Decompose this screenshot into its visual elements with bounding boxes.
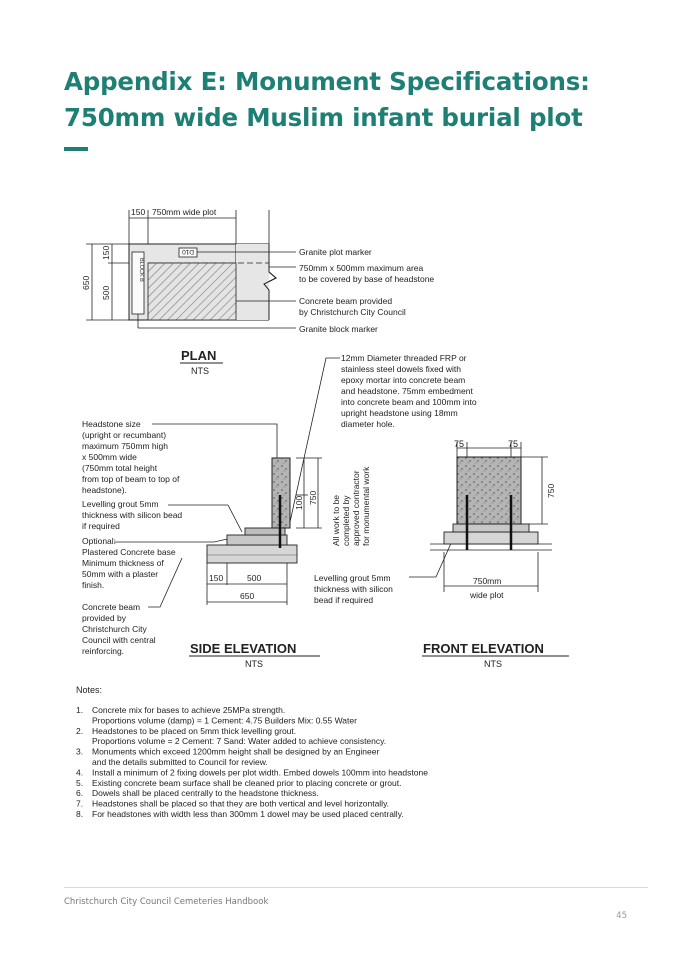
note-text: Monuments which exceed 1200mm height shall be designed by an Engineer [92, 746, 380, 757]
side-scale: NTS [245, 659, 263, 669]
front-plot-width-2: wide plot [470, 590, 504, 600]
dowel-note-line: into concrete beam and 100mm into [341, 397, 477, 407]
front-dim-75-right: 75 [508, 439, 519, 449]
side-heading: SIDE ELEVATION [190, 641, 297, 656]
side-dim-500: 500 [247, 573, 262, 583]
optional-note-line: Minimum thickness of [82, 558, 164, 568]
beam-note-line: Concrete beam [82, 602, 141, 612]
plan-scale: NTS [191, 366, 209, 376]
side-dim-750: 750 [308, 490, 318, 505]
dowel-note-line: epoxy mortar into concrete beam [341, 375, 466, 385]
dowel-note-line: stainless steel dowels fixed with [341, 364, 462, 374]
side-dim-100: 100 [294, 495, 304, 510]
front-heading: FRONT ELEVATION [423, 641, 544, 656]
plan-label-block-marker: Granite block marker [299, 324, 378, 334]
plan-dim-150: 150 [101, 245, 111, 260]
optional-note-line: Plastered Concrete base [82, 547, 176, 557]
note-text: Headstones to be placed on 5mm thick levelling grout. [92, 725, 297, 736]
beam-note-line: reinforcing. [82, 646, 125, 656]
headstone-note-line: (upright or recumbant) [82, 430, 167, 440]
note-number: 2. [76, 725, 84, 736]
headstone-note-line: x 500mm wide [82, 452, 137, 462]
front-scale: NTS [484, 659, 502, 669]
title-accent-rule [64, 147, 88, 151]
plan-block-label: BLOCK B [138, 258, 144, 282]
grout-note-right-line: bead if required [314, 595, 374, 605]
plan-label-area-1: 750mm x 500mm maximum area [299, 263, 424, 273]
page-title: Appendix E: Monument Specifications: 750mm wide Muslim infant burial plot [64, 67, 590, 132]
contractor-note-line: All work to be [331, 494, 341, 546]
note-number: 6. [76, 788, 84, 799]
plan-heading: PLAN [181, 348, 217, 363]
optional-note-line: Optional: [82, 536, 117, 546]
note-number: 4. [76, 767, 84, 778]
contractor-note-line: approved contractor [351, 470, 361, 546]
contractor-note-line: for monumental work [361, 466, 371, 546]
optional-note-line: 50mm with a plaster [82, 569, 159, 579]
grout-note-right-line: Levelling grout 5mm [314, 573, 391, 583]
beam-note-line: Council with central [82, 635, 156, 645]
plan-label-plot-marker: Granite plot marker [299, 247, 372, 257]
note-text: Dowels shall be placed centrally to the headstone thickness. [92, 788, 319, 799]
note-text: Proportions volume (damp) = 1 Cement: 4.75 Builders Mix: 0.55 Water [92, 715, 357, 726]
note-number: 1. [76, 705, 84, 715]
headstone-note-line: from top of beam to top of [82, 474, 180, 484]
grout-note-line: if required [82, 521, 120, 531]
optional-note-line: finish. [82, 580, 105, 590]
technical-drawing [64, 160, 612, 850]
footer-text: Christchurch City Council Cemeteries Handbook [64, 897, 269, 907]
dowel-note-line: diameter hole. [341, 419, 395, 429]
plan-label-beam-1: Concrete beam provided [299, 296, 393, 306]
plan-dim-top-150: 150 [131, 207, 146, 217]
note-text: Concrete mix for bases to achieve 25MPa strength. [92, 705, 286, 715]
note-number: 3. [76, 746, 84, 757]
plan-marker-box: D10 [182, 248, 194, 255]
front-dim-75-left: 75 [454, 439, 465, 449]
side-dim-650: 650 [240, 591, 255, 601]
plan-label-area-2: to be covered by base of headstone [299, 274, 435, 284]
note-number: 5. [76, 777, 84, 788]
page-number: 45 [616, 911, 627, 921]
headstone-note-line: (750mm total height [82, 463, 158, 473]
plan-dim-500: 500 [101, 285, 111, 300]
beam-note-line: Christchurch City [82, 624, 147, 634]
note-text: Install a minimum of 2 fixing dowels per plot width. Embed dowels 100mm into headstone [92, 767, 428, 778]
footer-divider [64, 887, 648, 888]
plan-dim-650: 650 [81, 275, 91, 290]
dowel-note-line: 12mm Diameter threaded FRP or [341, 353, 467, 363]
note-number: 8. [76, 809, 84, 819]
headstone-note-line: headstone). [82, 485, 127, 495]
note-text: Proportions volume = 2 Cement: 7 Sand: Water added to achieve consistency. [92, 736, 387, 747]
grout-note-right-line: thickness with silicon [314, 584, 393, 594]
note-text: and the details submitted to Council for review. [92, 757, 268, 767]
note-text: Existing concrete beam surface shall be cleaned prior to placing concrete or grout. [92, 777, 402, 788]
contractor-note-line: completed by [341, 495, 351, 546]
note-text: Headstones shall be placed so that they are both vertical and level horizontally. [92, 798, 390, 809]
plan-label-beam-2: by Christchurch City Council [299, 307, 406, 317]
side-dim-150: 150 [209, 573, 224, 583]
notes-heading: Notes: [76, 685, 103, 695]
dowel-note-line: upright headstone using 18mm [341, 408, 458, 418]
grout-note-line: thickness with silicon bead [82, 510, 183, 520]
dowel-note-line: and headstone. 75mm embedment [341, 386, 473, 396]
plan-view [81, 207, 434, 376]
front-elevation [422, 439, 569, 669]
front-plot-width: 750mm [473, 576, 502, 586]
grout-note-line: Levelling grout 5mm [82, 499, 159, 509]
notes-section [76, 685, 428, 819]
side-elevation [82, 419, 456, 669]
note-text: For headstones with width less than 300mm 1 dowel may be used placed centrally. [92, 809, 404, 819]
front-dim-750: 750 [546, 483, 556, 498]
note-number: 7. [76, 798, 84, 809]
headstone-note-line: Headstone size [82, 419, 141, 429]
plan-dim-top-750: 750mm wide plot [152, 207, 217, 217]
headstone-note-line: maximum 750mm high [82, 441, 168, 451]
beam-note-line: provided by [82, 613, 126, 623]
